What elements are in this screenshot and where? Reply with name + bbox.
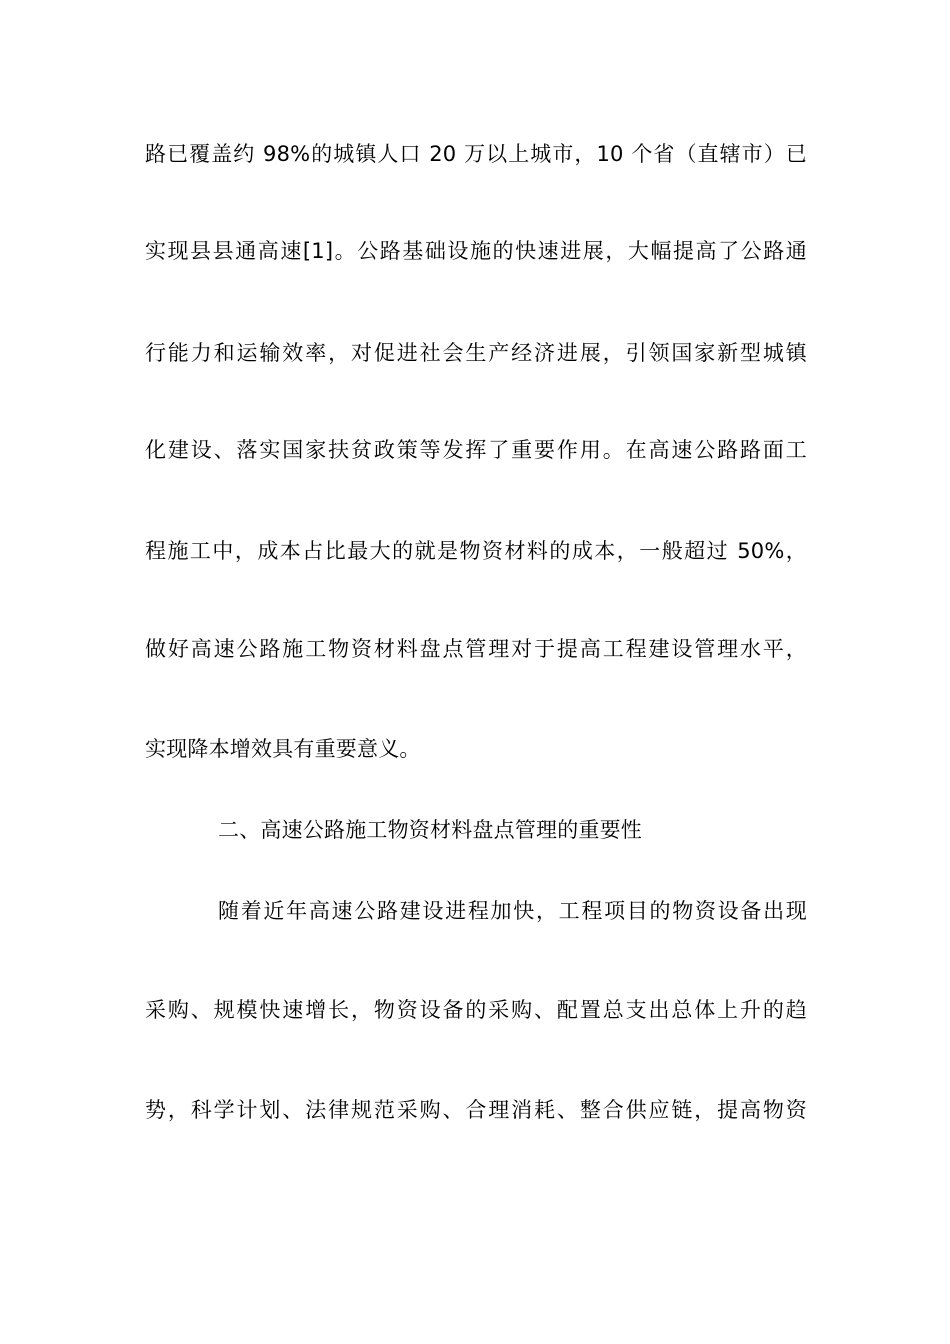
paragraph-line: 行能力和运输效率，对促进社会生产经济进展，引领国家新型城镇	[145, 341, 807, 365]
paragraph-line: 化建设、落实国家扶贫政策等发挥了重要作用。在高速公路路面工	[145, 438, 807, 462]
paragraph-line: 做好高速公路施工物资材料盘点管理对于提高工程建设管理水平，	[145, 637, 807, 661]
paragraph-line: 采购、规模快速增长，物资设备的采购、配置总支出总体上升的趋	[145, 998, 807, 1022]
paragraph-line: 程施工中，成本占比最大的就是物资材料的成本，一般超过 50%，	[145, 539, 807, 563]
paragraph-line: 实现县县通高速[1]。公路基础设施的快速进展，大幅提高了公路通	[145, 239, 807, 263]
paragraph-line: 势，科学计划、法律规范采购、合理消耗、整合供应链，提高物资	[145, 1098, 807, 1122]
paragraph-line: 随着近年高速公路建设进程加快，工程项目的物资设备出现	[218, 899, 807, 923]
section-heading: 二、高速公路施工物资材料盘点管理的重要性	[218, 818, 642, 842]
paragraph-line: 路已覆盖约 98%的城镇人口 20 万以上城市，10 个省（直辖市）已	[145, 142, 807, 166]
paragraph-line: 实现降本增效具有重要意义。	[145, 737, 421, 761]
